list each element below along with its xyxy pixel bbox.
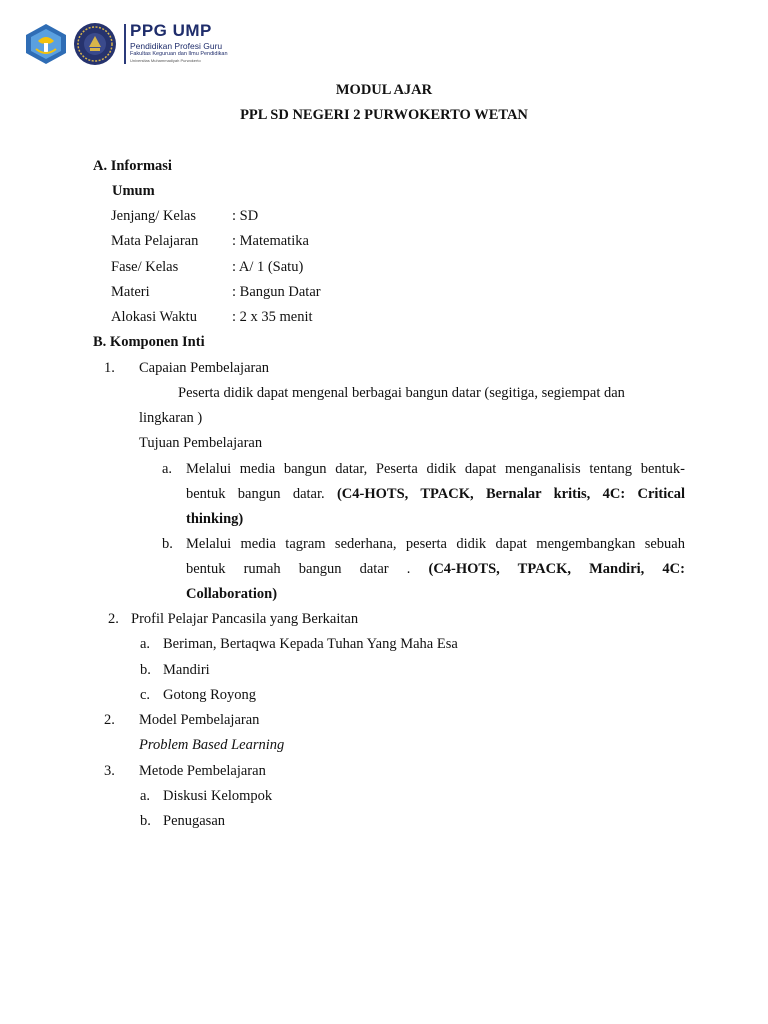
- section-b-title: B. Komponen Inti: [93, 334, 205, 350]
- tp-a-line2-normal: bentuk bangun datar.: [186, 486, 325, 502]
- profil-number: 2.: [108, 611, 119, 627]
- cp-title: Capaian Pembelajaran: [139, 360, 270, 376]
- profil-item-b: Mandiri: [163, 662, 210, 678]
- model-value: Problem Based Learning: [139, 737, 285, 753]
- info-label-alokasi: Alokasi Waktu: [111, 309, 197, 325]
- metode-number: 3.: [104, 763, 115, 779]
- tp-b-line2-bold: (C4-HOTS, TPACK, Mandiri, 4C:: [428, 561, 685, 577]
- model-number: 2.: [104, 712, 115, 728]
- profil-title: Profil Pelajar Pancasila yang Berkaitan: [131, 611, 359, 627]
- tut-wuri-handayani-logo: [24, 23, 68, 65]
- metode-item-b: Penugasan: [163, 813, 226, 829]
- tp-a-line2-bold: (C4-HOTS, TPACK, Bernalar kritis, 4C: Critical: [336, 486, 685, 502]
- brand-subtitle: Pendidikan Profesi Guru: [130, 41, 223, 51]
- profil-item-b-marker: b.: [140, 662, 151, 678]
- tp-b-line2: [186, 560, 685, 578]
- section-a-title: A. Informasi: [93, 158, 172, 174]
- brand-title: PPG UMP: [130, 21, 212, 40]
- profil-item-a-marker: a.: [140, 636, 151, 652]
- section-a-subtitle: Umum: [112, 183, 155, 199]
- tp-b-line3: Collaboration): [186, 586, 278, 602]
- model-title: Model Pembelajaran: [139, 712, 260, 728]
- ump-university-logo: [73, 22, 117, 66]
- brand-block: [130, 22, 228, 64]
- tp-b-marker: b.: [162, 536, 173, 552]
- header-divider: [124, 24, 126, 64]
- tp-a-line3: thinking): [186, 511, 244, 527]
- profil-item-a: Beriman, Bertaqwa Kepada Tuhan Yang Maha Esa: [163, 636, 458, 652]
- metode-item-a-marker: a.: [140, 788, 151, 804]
- cp-text-line2: lingkaran ): [139, 410, 203, 426]
- tp-a-line2: [186, 485, 685, 503]
- document-header: [24, 22, 324, 66]
- cp-number: 1.: [104, 360, 115, 376]
- info-value-mapel: : Matematika: [232, 233, 309, 249]
- document-title: MODUL AJAR: [335, 82, 433, 98]
- metode-item-b-marker: b.: [140, 813, 151, 829]
- tp-a-line1: Melalui media bangun datar, Peserta didik dapat menganalisis tentang bentuk-: [186, 461, 685, 477]
- brand-university: Universitas Muhammadiyah Purwokerto: [130, 58, 201, 63]
- tp-a-marker: a.: [162, 461, 173, 477]
- info-value-materi: : Bangun Datar: [232, 284, 321, 300]
- profil-item-c: Gotong Royong: [163, 687, 257, 703]
- info-value-jenjang: : SD: [232, 208, 259, 224]
- metode-item-a: Diskusi Kelompok: [163, 788, 273, 804]
- profil-item-c-marker: c.: [140, 687, 151, 703]
- tp-b-line2-normal: bentuk rumah bangun datar .: [186, 561, 411, 577]
- document-subtitle: PPL SD NEGERI 2 PURWOKERTO WETAN: [240, 107, 528, 123]
- info-value-fase: : A/ 1 (Satu): [232, 259, 304, 275]
- info-value-alokasi: : 2 x 35 menit: [232, 309, 313, 325]
- tp-title: Tujuan Pembelajaran: [139, 435, 263, 451]
- info-label-jenjang: Jenjang/ Kelas: [111, 208, 196, 224]
- info-label-mapel: Mata Pelajaran: [111, 233, 199, 249]
- brand-faculty: Fakultas Keguruan dan Ilmu Pendidikan: [130, 51, 228, 57]
- metode-title: Metode Pembelajaran: [139, 763, 266, 779]
- info-label-fase: Fase/ Kelas: [111, 259, 179, 275]
- cp-text-line1: Peserta didik dapat mengenal berbagai bangun datar (segitiga, segiempat dan: [178, 385, 625, 401]
- info-label-materi: Materi: [111, 284, 150, 300]
- tp-b-line1: Melalui media tagram sederhana, peserta didik dapat mengembangkan sebuah: [186, 536, 685, 552]
